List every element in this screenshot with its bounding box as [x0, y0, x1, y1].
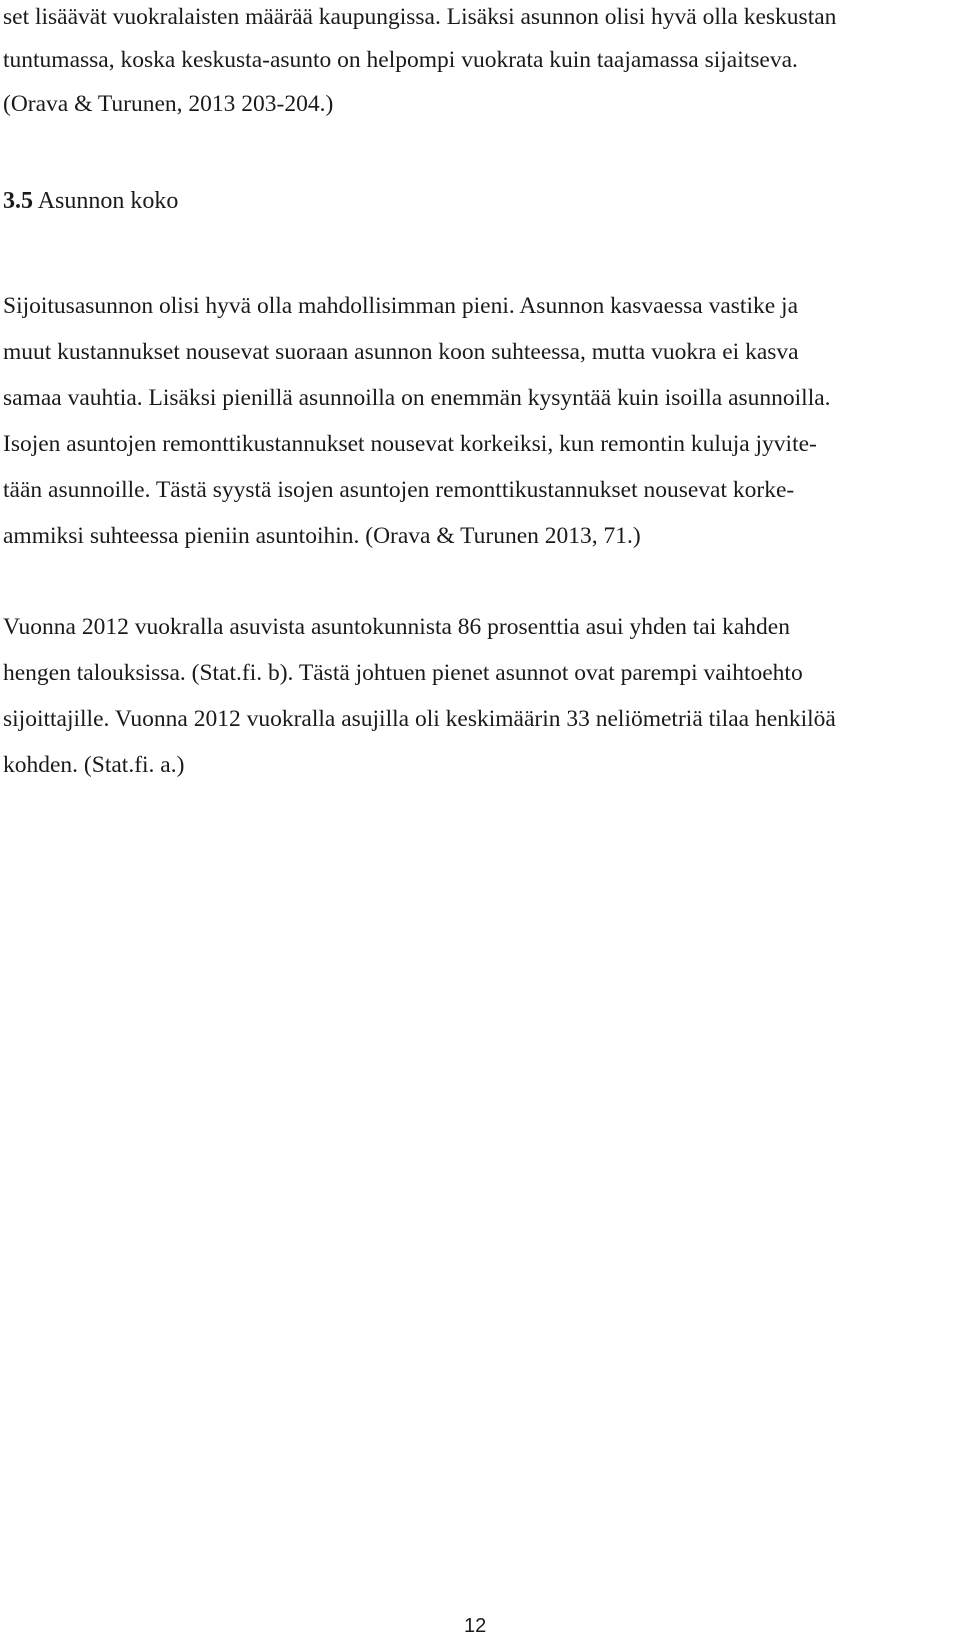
section-title: Asunnon koko [37, 188, 179, 214]
paragraph-2-line-3: sijoittajille. Vuonna 2012 vuokralla asujilla oli keskimäärin 33 neliömetriä tilaa henkilöä [3, 706, 836, 732]
paragraph-1-line-5: tään asunnoille. Tästä syystä isojen asuntojen remonttikustannukset nousevat korke- [3, 477, 795, 503]
section-number: 3.5 [3, 188, 33, 214]
section-heading [3, 186, 178, 216]
paragraph-1-line-2: muut kustannukset nousevat suoraan asunnon koon suhteessa, mutta vuokra ei kasva [3, 339, 799, 365]
paragraph-1-line-4: Isojen asuntojen remonttikustannukset nousevat korkeiksi, kun remontin kuluja jyvite- [3, 431, 817, 457]
paragraph-2-line-4: kohden. (Stat.fi. a.) [3, 752, 185, 778]
page-number: 12 [464, 1615, 487, 1637]
paragraph-2-line-1: Vuonna 2012 vuokralla asuvista asuntokunnista 86 prosenttia asui yhden tai kahden [3, 614, 790, 640]
paragraph-1-line-6: ammiksi suhteessa pieniin asuntoihin. (Orava & Turunen 2013, 71.) [3, 523, 641, 549]
paragraph-2-line-2: hengen talouksissa. (Stat.fi. b). Tästä johtuen pienet asunnot ovat parempi vaihtoehto [3, 660, 803, 686]
paragraph-1-line-3: samaa vauhtia. Lisäksi pienillä asunnoilla on enemmän kysyntää kuin isoilla asunnoilla. [3, 385, 831, 411]
top-paragraph-line-3: (Orava & Turunen, 2013 203-204.) [3, 91, 334, 117]
top-paragraph-line-1: set lisäävät vuokralaisten määrää kaupungissa. Lisäksi asunnon olisi hyvä olla keskustan [3, 4, 837, 30]
paragraph-1-line-1: Sijoitusasunnon olisi hyvä olla mahdollisimman pieni. Asunnon kasvaessa vastike ja [3, 293, 799, 319]
top-paragraph-line-2: tuntumassa, koska keskusta-asunto on helpompi vuokrata kuin taajamassa sijaitseva. [3, 47, 798, 73]
